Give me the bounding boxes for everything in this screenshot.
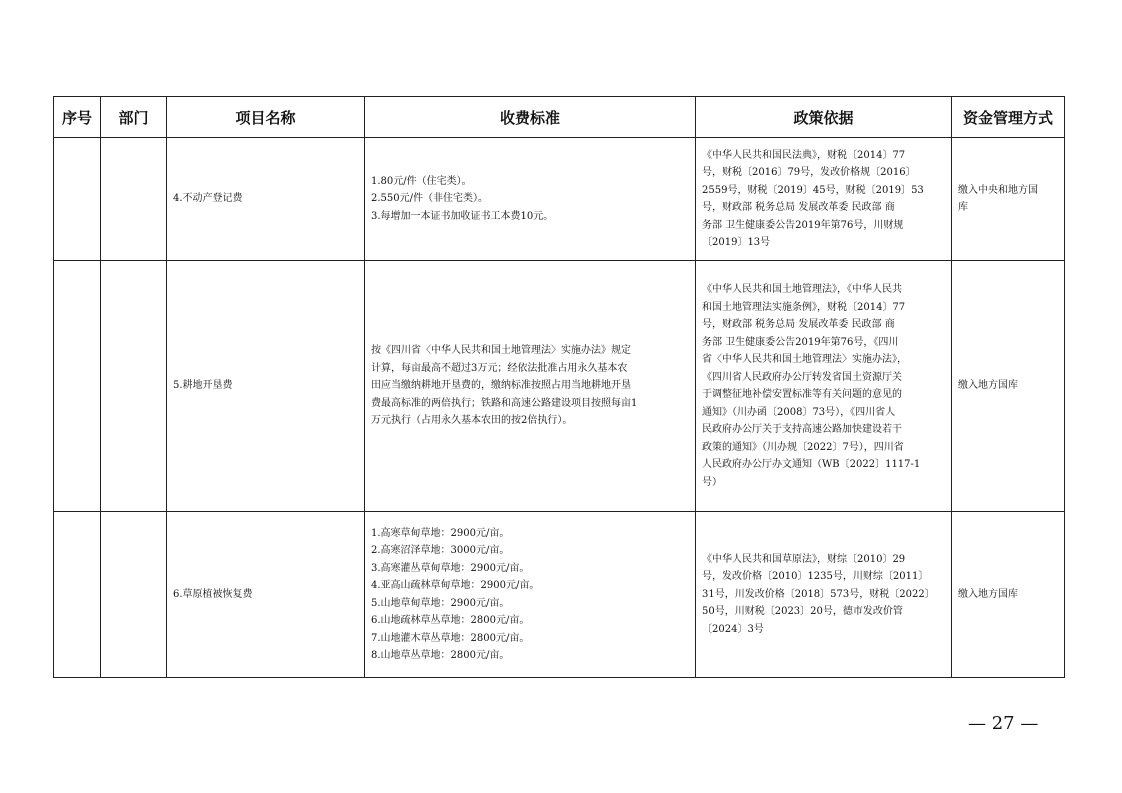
standard-line: 田应当缴纳耕地开垦费的，缴纳标准按照占用当地耕地开垦: [371, 380, 631, 392]
basis-line: 号，财政部 税务总局 发展改革委 民政部 商: [702, 202, 895, 213]
cell-fund-management: [952, 138, 1065, 261]
standard-line: 3.每增加一本证书加收证书工本费10元。: [371, 210, 554, 222]
basis-line: 人民政府办公厅办文通知（WB〔2022〕1117-1: [702, 459, 921, 470]
cell-item-name: 6.草原植被恢复费: [167, 512, 365, 678]
basis-line: 号，财政部 税务总局 发展改革委 民政部 商: [702, 319, 895, 330]
header-seq: 序号: [54, 97, 101, 138]
standard-line: 2.550元/件（非住宅类）。: [371, 193, 488, 205]
standard-line: 计算，每亩最高不超过3万元；经依法批准占用永久基本农: [371, 362, 628, 374]
header-fee-standard: 收费标准: [365, 97, 696, 138]
basis-line: 号）: [702, 476, 722, 488]
basis-line: 务部 卫生健康委公告2019年第76号，川财规: [702, 219, 904, 231]
header-fund-management: 资金管理方式: [952, 97, 1065, 138]
cell-dept: [101, 261, 167, 512]
standard-line: 2.高寒沼泽草地：3000元/亩。: [371, 545, 510, 556]
fund-line: 缴入地方国库: [958, 588, 1018, 600]
cell-fee-standard: [365, 512, 696, 678]
standard-line: 1.80元/件（住宅类）。: [371, 175, 472, 187]
cell-policy-basis: [696, 261, 952, 512]
basis-line: 《四川省人民政府办公厅转发省国土资源厅关: [702, 371, 902, 383]
basis-line: 50号，川财税〔2023〕20号，德市发改价管: [702, 606, 903, 618]
cell-dept: [101, 512, 167, 678]
standard-line: 费最高标准的两倍执行；铁路和高速公路建设项目按照每亩1: [371, 397, 638, 409]
header-policy-basis: 政策依据: [696, 97, 952, 138]
standard-line: 6.山地疏林草丛草地：2800元/亩。: [371, 615, 530, 626]
cell-seq: [54, 138, 101, 261]
basis-line: 《中华人民共和国民法典》，财税〔2014〕77: [702, 149, 906, 161]
header-dept: 部门: [101, 97, 167, 138]
cell-seq: [54, 261, 101, 512]
standard-line: 1.高寒草甸草地：2900元/亩。: [371, 527, 510, 539]
standard-line: 7.山地灌木草丛草地：2800元/亩。: [371, 632, 530, 644]
basis-line: 政策的通知》（川办规〔2022〕7号），四川省: [702, 441, 904, 453]
basis-line: 《中华人民共和国土地管理法》，《中华人民共: [702, 284, 902, 295]
cell-seq: [54, 512, 101, 678]
table-header-row: [54, 97, 1065, 138]
basis-line: 务部 卫生健康委公告2019年第76号，《四川: [702, 336, 899, 348]
basis-line: 2559号，财税〔2019〕45号，财税〔2019〕53: [702, 184, 924, 196]
cell-fee-standard: [365, 138, 696, 261]
basis-line: 31号，川发改价格〔2018〕573号，财税〔2022〕: [702, 588, 935, 600]
basis-line: 通知》（川办函〔2008〕73号），《四川省人: [702, 406, 896, 418]
fee-table: [53, 96, 1065, 678]
cell-item-name: 5.耕地开垦费: [167, 261, 365, 512]
cell-fund-management: [952, 261, 1065, 512]
basis-line: 〔2024〕3号: [702, 623, 764, 635]
basis-line: 于调整征地补偿安置标准等有关问题的意见的: [702, 389, 902, 400]
table-row: [54, 512, 1065, 678]
basis-line: 和国土地管理法实施条例》，财税〔2014〕77: [702, 301, 906, 313]
table-row: [54, 261, 1065, 512]
cell-fee-standard: [365, 261, 696, 512]
page-number: — 27 —: [968, 713, 1039, 734]
table-row: [54, 138, 1065, 261]
basis-line: 号，发改价格〔2010〕1235号，川财综〔2011〕: [702, 571, 929, 583]
basis-line: 《中华人民共和国草原法》，财综〔2010〕29: [702, 553, 906, 565]
standard-line: 8.山地草丛草地：2800元/亩。: [371, 650, 510, 661]
fund-line: 库: [958, 202, 968, 213]
cell-fund-management: [952, 512, 1065, 678]
basis-line: 〔2019〕13号: [702, 237, 771, 248]
cell-item-name: 4.不动产登记费: [167, 138, 365, 261]
fund-line: 缴入地方国库: [958, 380, 1018, 392]
standard-line: 5.山地草甸草地：2900元/亩。: [371, 597, 510, 609]
header-item-name: 项目名称: [167, 97, 365, 138]
basis-line: 号，财税〔2016〕79号，发改价格规〔2016〕: [702, 167, 916, 178]
cell-dept: [101, 138, 167, 261]
standard-line: 3.高寒灌丛草甸草地：2900元/亩。: [371, 562, 530, 574]
fund-line: 缴入中央和地方国: [958, 184, 1038, 196]
basis-line: 民政府办公厅关于支持高速公路加快建设若干: [702, 424, 902, 435]
cell-policy-basis: [696, 138, 952, 261]
standard-line: 4.亚高山疏林草甸草地：2900元/亩。: [371, 580, 540, 591]
cell-policy-basis: [696, 512, 952, 678]
standard-line: 按《四川省〈中华人民共和国土地管理法〉实施办法》规定: [371, 345, 631, 357]
standard-line: 万元执行（占用永久基本农田的按2倍执行）。: [371, 415, 573, 427]
basis-line: 省〈中华人民共和国土地管理法〉实施办法》，: [702, 354, 907, 365]
